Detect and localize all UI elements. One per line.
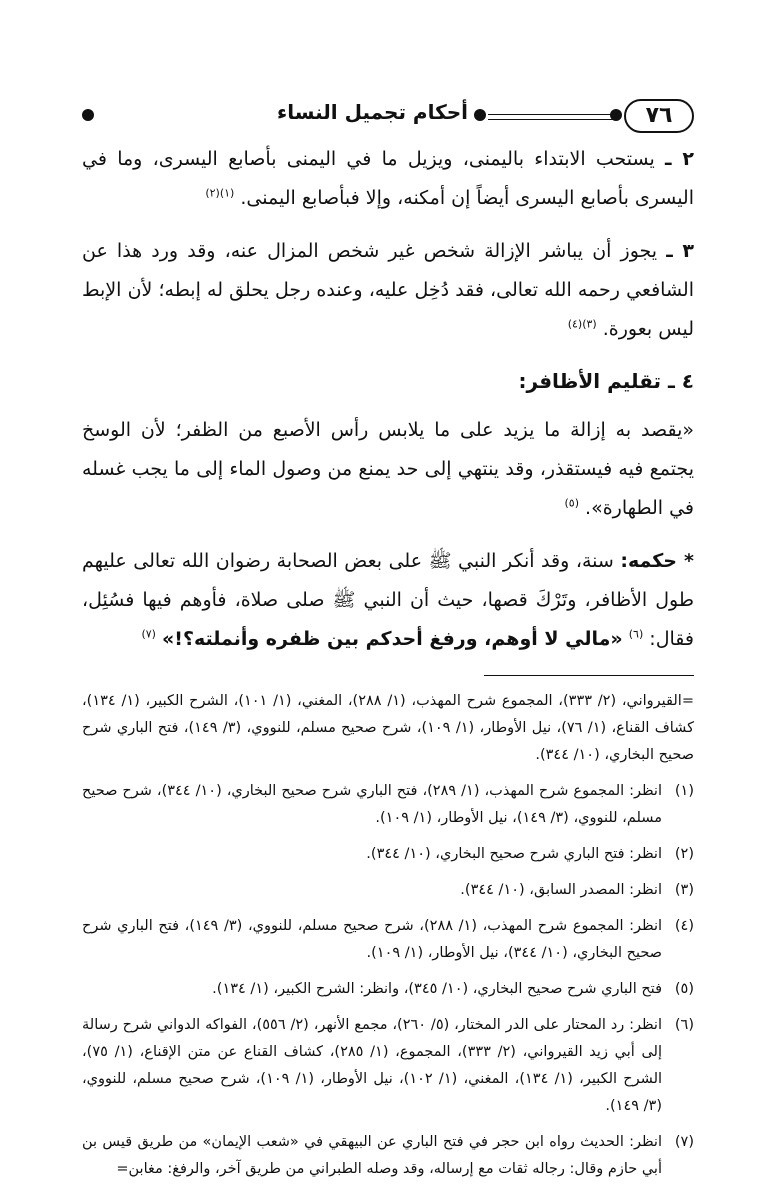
footnote-ref[interactable]: (١) — [219, 186, 235, 200]
footnote-ref[interactable]: (٤) — [567, 317, 583, 331]
footnotes — [82, 688, 694, 1183]
footnote-text: انظر: الحديث رواه ابن حجر في فتح الباري عن البيهقي في «شعب الإيمان» من طريق قيس بن أبي حازم وقال: رجاله ثقات مع إرساله، وقد وصله الطبراني من طريق آخر، والرفغ: مغابن= — [82, 1134, 662, 1177]
footnote-separator — [484, 675, 694, 676]
book-page — [82, 96, 694, 1192]
running-title: أحكام تجميل النساء — [277, 100, 468, 124]
item-number: ٣ ـ — [666, 240, 694, 262]
section-heading: ٤ ـ تقليم الأظافر: — [518, 369, 694, 393]
footnote-ref[interactable]: (٥) — [564, 496, 579, 510]
footnote-text: انظر: المجموع شرح المهذب، (١/ ٢٨٨)، شرح صحيح مسلم، للنووي، (٣/ ١٤٩)، فتح الباري شرح صحيح البخاري، (١٠/ ٣٤٤)، نيل الأوطار، (١/ ١٠٩). — [82, 918, 663, 961]
footnote-number: (٧) — [674, 1134, 694, 1150]
footnote-ref[interactable]: (٧) — [141, 627, 156, 641]
footnote-text: انظر: المصدر السابق، (١٠/ ٣٤٤). — [460, 882, 662, 898]
ornament-dot — [474, 109, 486, 121]
footnote — [82, 778, 694, 832]
footnote — [82, 913, 694, 967]
paragraph-ruling — [82, 542, 694, 659]
footnote — [82, 1012, 694, 1120]
page-number: ٧٦ — [624, 99, 694, 133]
ruling-label: * حكمه: — [620, 550, 694, 572]
paragraph-text: يستحب الابتداء باليمنى، ويزيل ما في اليمنى بأصابع اليسرى، وما في اليسرى بأصابع اليسرى أيضاً إن أمكنه، وإلا فبأصابع اليمنى. — [82, 148, 694, 209]
footnote-text: فتح الباري شرح صحيح البخاري، (١٠/ ٣٤٥)، وانظر: الشرح الكبير، (١/ ١٣٤). — [212, 981, 662, 997]
footnote — [82, 877, 694, 904]
ornament-dot — [82, 109, 94, 121]
footnote-text: انظر: فتح الباري شرح صحيح البخاري، (١٠/ ٣٤٤). — [366, 846, 662, 862]
footnote-number: (٦) — [674, 1017, 694, 1033]
footnote-number: (١) — [674, 783, 694, 799]
paragraph-3 — [82, 232, 694, 349]
footnote-number: (٤) — [674, 918, 694, 934]
footnote — [82, 841, 694, 868]
paragraph-text: سنة، وقد أنكر النبي ﷺ على بعض الصحابة رضوان الله تعالى عليهم طول الأظافر، وتَرْكَ قصها، حيث أن النبي ﷺ صلى صلاة، فأوهم فيها فسُئِل، فقال: — [82, 550, 694, 650]
hadith-quote: «مالي لا أوهم، ورفغ أحدكم بين ظفره وأنملته؟!» — [162, 628, 623, 650]
footnote-number: (٥) — [674, 981, 694, 997]
footnote — [82, 1129, 694, 1183]
header-rule — [488, 114, 618, 120]
page-header — [82, 96, 694, 140]
footnote-text: انظر: رد المحتار على الدر المختار، (٥/ ٢٦٠)، مجمع الأنهر، (٢/ ٥٥٦)، الفواكه الدواني شرح رسالة إلى أبي زيد القيرواني، (٢/ ٣٣٣)، المجموع، (١/ ٢٨٥)، كشاف القناع عن متن الإقناع، (١/ ٧٥)، الشرح الكبير، (١/ ١٣٤)، المغني، (١/ ١٠٢)، نيل الأوطار، (١/ ١٠٩)، شرح صحيح مسلم، للنووي، (٣/ ١٤٩). — [82, 1017, 663, 1114]
footnote-ref[interactable]: (٣) — [582, 317, 597, 331]
footnote-ref[interactable]: (٢) — [205, 186, 220, 200]
footnote — [82, 976, 694, 1003]
footnote-number: (٣) — [674, 882, 694, 898]
footnote-number: (٢) — [674, 846, 694, 862]
footnote-continuation: =القيرواني، (٢/ ٣٣٣)، المجموع شرح المهذب، (١/ ٢٨٨)، المغني، (١/ ١٠١)، الشرح الكبير، (١/ ١٣٤)، كشاف القناع، (١/ ٧٦)، نيل الأوطار، (١/ ١٠٩)، شرح صحيح مسلم، للنووي، (٣/ ١٤٩)، فتح الباري شرح صحيح البخاري، (١٠/ ٣٤٤). — [82, 693, 695, 763]
paragraph-text: «يقصد به إزالة ما يزيد على ما يلابس رأس الأصبع من الظفر؛ لأن الوسخ يجتمع فيه فيستقذر، وقد ينتهي إلى حد يمنع من وصول الماء إلى ما يجب غسله في الطهارة». — [82, 419, 694, 519]
footnote-text: انظر: المجموع شرح المهذب، (١/ ٢٨٩)، فتح الباري شرح صحيح البخاري، (١٠/ ٣٤٤)، شرح صحيح مسلم، للنووي، (٣/ ١٤٩)، نيل الأوطار، (١/ ١٠٩). — [82, 783, 662, 826]
footnote-ref[interactable]: (٦) — [628, 627, 644, 641]
item-number: ٢ ـ — [665, 148, 694, 170]
paragraph-definition — [82, 411, 694, 528]
paragraph-text: يجوز أن يباشر الإزالة شخص غير شخص المزال عنه، وقد ورد هذا عن الشافعي رحمه الله تعالى، فقد دُخِل عليه، وعنده رجل يحلق له إبطه؛ لأن الإبط ليس بعورة. — [82, 240, 694, 340]
paragraph-2 — [82, 140, 694, 218]
main-text — [82, 140, 694, 659]
